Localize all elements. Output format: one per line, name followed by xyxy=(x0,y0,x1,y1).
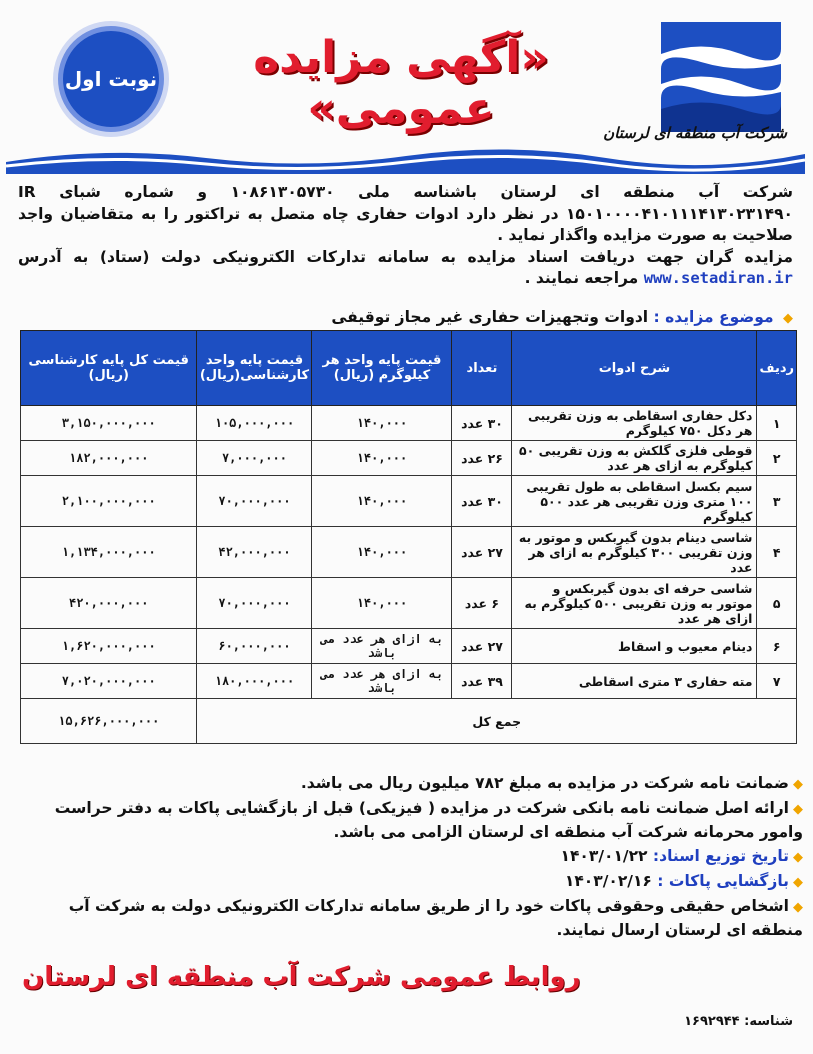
row-total: ۷,۰۲۰,۰۰۰,۰۰۰ xyxy=(21,664,197,699)
distribution-label: تاریخ توزیع اسناد: xyxy=(652,847,789,865)
table-row xyxy=(21,578,797,629)
note-submit xyxy=(18,895,803,942)
row-description: شاسی دینام بدون گیربکس و موتور به وزن تقریبی ۳۰۰ کیلوگرم به ازای هر عدد xyxy=(512,527,757,578)
table-row xyxy=(21,441,797,476)
total-value: ۱۵,۶۲۶,۰۰۰,۰۰۰ xyxy=(21,699,197,744)
bullet-icon: ◆ xyxy=(783,311,793,326)
row-total: ۱,۱۳۴,۰۰۰,۰۰۰ xyxy=(21,527,197,578)
table-row xyxy=(21,476,797,527)
notice-id: شناسه: ۱۶۹۲۹۴۴ xyxy=(684,1014,793,1029)
opening-date: ۱۴۰۳/۰۲/۱۶ xyxy=(564,872,652,890)
total-label: جمع کل xyxy=(197,699,797,744)
total-row xyxy=(21,699,797,744)
company-name: شرکت آب منطقه ای لرستان xyxy=(603,124,787,142)
row-total: ۱,۶۲۰,۰۰۰,۰۰۰ xyxy=(21,629,197,664)
row-count: ۳۰ عدد xyxy=(452,476,512,527)
row-count: ۳۹ عدد xyxy=(452,664,512,699)
opening-label: بازگشایی پاکات : xyxy=(657,872,789,890)
round-badge: نوبت اول xyxy=(58,26,164,132)
row-count: ۶ عدد xyxy=(452,578,512,629)
wave-divider xyxy=(6,144,805,174)
row-unit-price-kg: ۱۴۰,۰۰۰ xyxy=(312,406,452,441)
note-original xyxy=(18,797,803,844)
bullet-icon: ◆ xyxy=(793,777,803,792)
col-row: ردیف xyxy=(757,331,797,406)
row-number: ۵ xyxy=(757,578,797,629)
intro-paragraph-2 xyxy=(18,247,793,290)
row-number: ۱ xyxy=(757,406,797,441)
row-total: ۲,۱۰۰,۰۰۰,۰۰۰ xyxy=(21,476,197,527)
row-description: شاسی حرفه ای بدون گیربکس و موتور به وزن تقریبی ۵۰۰ کیلوگرم به ازای هر عدد xyxy=(512,578,757,629)
bullet-icon: ◆ xyxy=(793,802,803,817)
table-body xyxy=(21,406,797,699)
row-total: ۱۸۲,۰۰۰,۰۰۰ xyxy=(21,441,197,476)
table-row xyxy=(21,406,797,441)
row-description: سیم بکسل اسقاطی به طول تقریبی ۱۰۰ متری وزن تقریبی هر عدد ۵۰۰ کیلوگرم xyxy=(512,476,757,527)
row-unit-price: ۷,۰۰۰,۰۰۰ xyxy=(197,441,312,476)
note-guarantee-text: ضمانت نامه شرکت در مزایده به مبلغ ۷۸۲ میلیون ریال می باشد. xyxy=(300,774,789,792)
row-number: ۷ xyxy=(757,664,797,699)
distribution-date: ۱۴۰۳/۰۱/۲۲ xyxy=(560,847,648,865)
row-number: ۲ xyxy=(757,441,797,476)
table-row xyxy=(21,527,797,578)
col-unit: قیمت پایه واحد کارشناسی(ریال) xyxy=(197,331,312,406)
col-total: قیمت کل پایه کارشناسی (ریال) xyxy=(21,331,197,406)
notice-title: «آگهی مزایده عمومی» xyxy=(253,32,549,134)
row-count: ۳۰ عدد xyxy=(452,406,512,441)
row-number: ۴ xyxy=(757,527,797,578)
intro-paragraph-2-post: مراجعه نمایند . xyxy=(524,269,639,287)
row-unit-price: ۴۲,۰۰۰,۰۰۰ xyxy=(197,527,312,578)
row-unit-price: ۷۰,۰۰۰,۰۰۰ xyxy=(197,578,312,629)
items-table xyxy=(20,330,797,744)
row-total: ۳,۱۵۰,۰۰۰,۰۰۰ xyxy=(21,406,197,441)
note-original-text: ارائه اصل ضمانت نامه بانکی شرکت در مزایده ( فیزیکی) قبل از بازگشایی پاکات به دفتر حراست وامور محرمانه شرکت آب منطقه ای لرستان الزامی می باشد. xyxy=(54,799,803,841)
row-description: دینام معیوب و اسقاط xyxy=(512,629,757,664)
col-count: تعداد xyxy=(452,331,512,406)
row-unit-price-kg: به ازای هر عدد می باشد xyxy=(312,629,452,664)
intro-paragraph-2-pre: مزایده گران جهت دریافت اسناد مزایده به سامانه تدارکات الکترونیکی دولت (ستاد) به آدرس xyxy=(18,247,793,266)
row-count: ۲۶ عدد xyxy=(452,441,512,476)
row-number: ۳ xyxy=(757,476,797,527)
row-unit-price-kg: ۱۴۰,۰۰۰ xyxy=(312,441,452,476)
intro-text xyxy=(18,182,793,290)
table-row xyxy=(21,629,797,664)
subject-value: ادوات وتجهیزات حفاری غیر مجاز توقیفی xyxy=(331,308,649,326)
row-count: ۲۷ عدد xyxy=(452,527,512,578)
note-opening xyxy=(18,870,803,894)
intro-paragraph-1: شرکت آب منطقه ای لرستان باشناسه ملی ۱۰۸۶۱۳۰۵۷۳۰ و شماره شبای IR ۱۵۰۱۰۰۰۰۴۱۰۱۱۱۴۱۳۰۲۳۱۴۹۰ در نظر دارد ادوات حفاری چاه متصل به تراکتور را به متقاضیان واجد صلاحیت به صورت مزایده واگذار نماید . xyxy=(18,183,793,244)
table-header-row xyxy=(21,331,797,406)
table-row xyxy=(21,664,797,699)
setad-url-link[interactable]: www.setadiran.ir xyxy=(643,269,793,287)
note-guarantee xyxy=(18,772,803,796)
row-unit-price: ۱۸۰,۰۰۰,۰۰۰ xyxy=(197,664,312,699)
row-total: ۴۲۰,۰۰۰,۰۰۰ xyxy=(21,578,197,629)
row-description: قوطی فلزی گلکش به وزن تقریبی ۵۰ کیلوگرم به ازای هر عدد xyxy=(512,441,757,476)
notice-page xyxy=(6,4,805,1046)
bullet-icon: ◆ xyxy=(793,850,803,865)
note-submit-text: اشخاص حقیقی وحقوقی پاکات خود را از طریق سامانه تدارکات الکترونیکی دولت به شرکت آب منطقه ای لرستان ارسال نمایند. xyxy=(68,897,803,939)
col-desc: شرح ادوات xyxy=(512,331,757,406)
header xyxy=(6,4,805,169)
subject-line xyxy=(18,308,793,326)
col-unit-kg: قیمت پایه واحد هر کیلوگرم (ریال) xyxy=(312,331,452,406)
bullet-icon: ◆ xyxy=(793,875,803,890)
row-unit-price: ۷۰,۰۰۰,۰۰۰ xyxy=(197,476,312,527)
note-distribution xyxy=(18,845,803,869)
row-description: دکل حفاری اسقاطی به وزن تقریبی هر دکل ۷۵۰ کیلوگرم xyxy=(512,406,757,441)
row-unit-price-kg: ۱۴۰,۰۰۰ xyxy=(312,476,452,527)
row-unit-price-kg: به ازای هر عدد می باشد xyxy=(312,664,452,699)
subject-label: موضوع مزایده : xyxy=(653,308,774,326)
row-unit-price-kg: ۱۴۰,۰۰۰ xyxy=(312,578,452,629)
row-number: ۶ xyxy=(757,629,797,664)
bullet-icon: ◆ xyxy=(793,900,803,915)
notes xyxy=(18,772,803,943)
row-unit-price-kg: ۱۴۰,۰۰۰ xyxy=(312,527,452,578)
row-unit-price: ۶۰,۰۰۰,۰۰۰ xyxy=(197,629,312,664)
signature: روابط عمومی شرکت آب منطقه ای لرستان xyxy=(22,962,581,992)
row-count: ۲۷ عدد xyxy=(452,629,512,664)
row-description: مته حفاری ۳ متری اسقاطی xyxy=(512,664,757,699)
row-unit-price: ۱۰۵,۰۰۰,۰۰۰ xyxy=(197,406,312,441)
